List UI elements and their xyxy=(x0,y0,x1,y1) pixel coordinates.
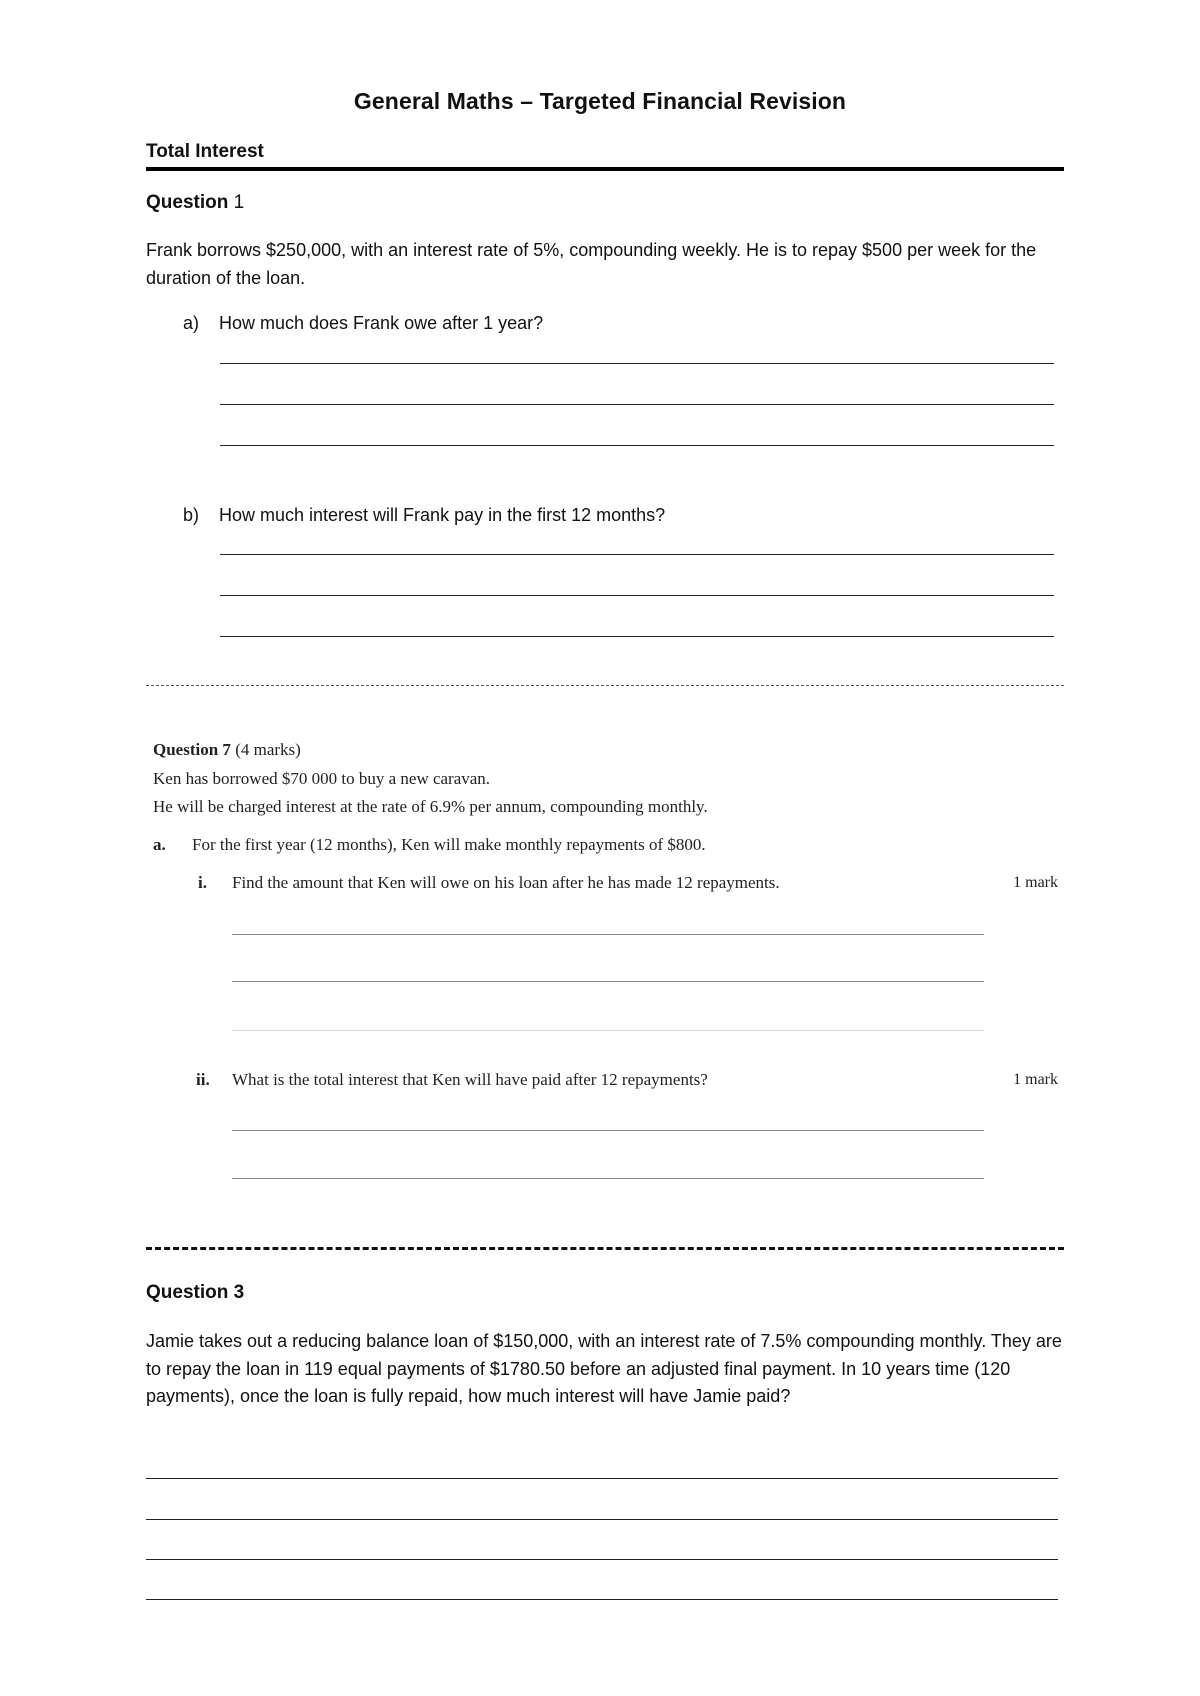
question-3-heading xyxy=(146,1282,244,1304)
question-7-line-1: Ken has borrowed $70 000 to buy a new caravan. xyxy=(153,769,491,788)
question-1-heading-number: 1 xyxy=(233,192,245,213)
answer-line[interactable] xyxy=(232,1130,984,1131)
answer-line[interactable] xyxy=(220,595,1054,596)
question-1-heading-word: Question xyxy=(146,192,229,213)
question-7-part-ii-label: ii. xyxy=(196,1070,210,1089)
answer-line[interactable] xyxy=(232,1178,984,1179)
answer-line[interactable] xyxy=(146,1478,1058,1479)
question-7-heading-bold: Question 7 xyxy=(153,740,231,759)
answer-line[interactable] xyxy=(232,934,984,935)
answer-line[interactable] xyxy=(220,404,1054,405)
question-7-heading-marks: (4 marks) xyxy=(235,740,301,759)
section-rule xyxy=(146,167,1064,171)
answer-line[interactable] xyxy=(146,1559,1058,1560)
answer-line[interactable] xyxy=(146,1519,1058,1520)
answer-line[interactable] xyxy=(232,1030,984,1031)
part-a-text: How much does Frank owe after 1 year? xyxy=(219,313,544,333)
answer-line[interactable] xyxy=(220,445,1054,446)
section-heading: Total Interest xyxy=(146,141,264,162)
heavy-dashed-separator xyxy=(146,1247,1064,1250)
question-7-heading xyxy=(153,740,301,760)
question-7-part-i-label: i. xyxy=(198,873,207,892)
question-3-heading-number: 3 xyxy=(233,1282,245,1303)
question-7-part-a-text: For the first year (12 months), Ken will make monthly repayments of $800. xyxy=(192,835,706,854)
question-7-part-i-text: Find the amount that Ken will owe on his loan after he has made 12 repayments. xyxy=(232,873,780,892)
question-1-heading xyxy=(146,192,244,214)
question-1-part-a xyxy=(183,313,543,334)
answer-line[interactable] xyxy=(146,1599,1058,1600)
part-a-label: a) xyxy=(183,313,200,333)
page-title: General Maths – Targeted Financial Revision xyxy=(353,88,847,114)
dashed-separator xyxy=(146,685,1064,686)
question-7-part-ii-marks: 1 mark xyxy=(1013,1071,1058,1088)
question-7-part-i-marks: 1 mark xyxy=(1013,874,1058,891)
question-7-part-ii-text: What is the total interest that Ken will have paid after 12 repayments? xyxy=(232,1070,708,1089)
answer-line[interactable] xyxy=(220,636,1054,637)
answer-line[interactable] xyxy=(220,554,1054,555)
question-1-part-b xyxy=(183,505,665,526)
question-3-heading-word: Question xyxy=(146,1282,229,1303)
question-3-text: Jamie takes out a reducing balance loan of $150,000, with an interest rate of 7.5% compounding monthly. They are to repay the loan in 119 equal payments of $1780.50 before an adjusted final payment. In 10 years time (120 payments), once the loan is fully repaid, how much interest will have Jamie paid? xyxy=(146,1331,1062,1406)
question-7-line-2: He will be charged interest at the rate of 6.9% per annum, compounding monthly. xyxy=(153,797,708,816)
part-b-label: b) xyxy=(183,505,200,525)
question-7-part-a-label: a. xyxy=(153,835,166,854)
question-1-text: Frank borrows $250,000, with an interest rate of 5%, compounding weekly. He is to repay $500 per week for the duration of the loan. xyxy=(146,240,1037,288)
answer-line[interactable] xyxy=(220,363,1054,364)
part-b-text: How much interest will Frank pay in the first 12 months? xyxy=(219,505,666,525)
answer-line[interactable] xyxy=(232,981,984,982)
